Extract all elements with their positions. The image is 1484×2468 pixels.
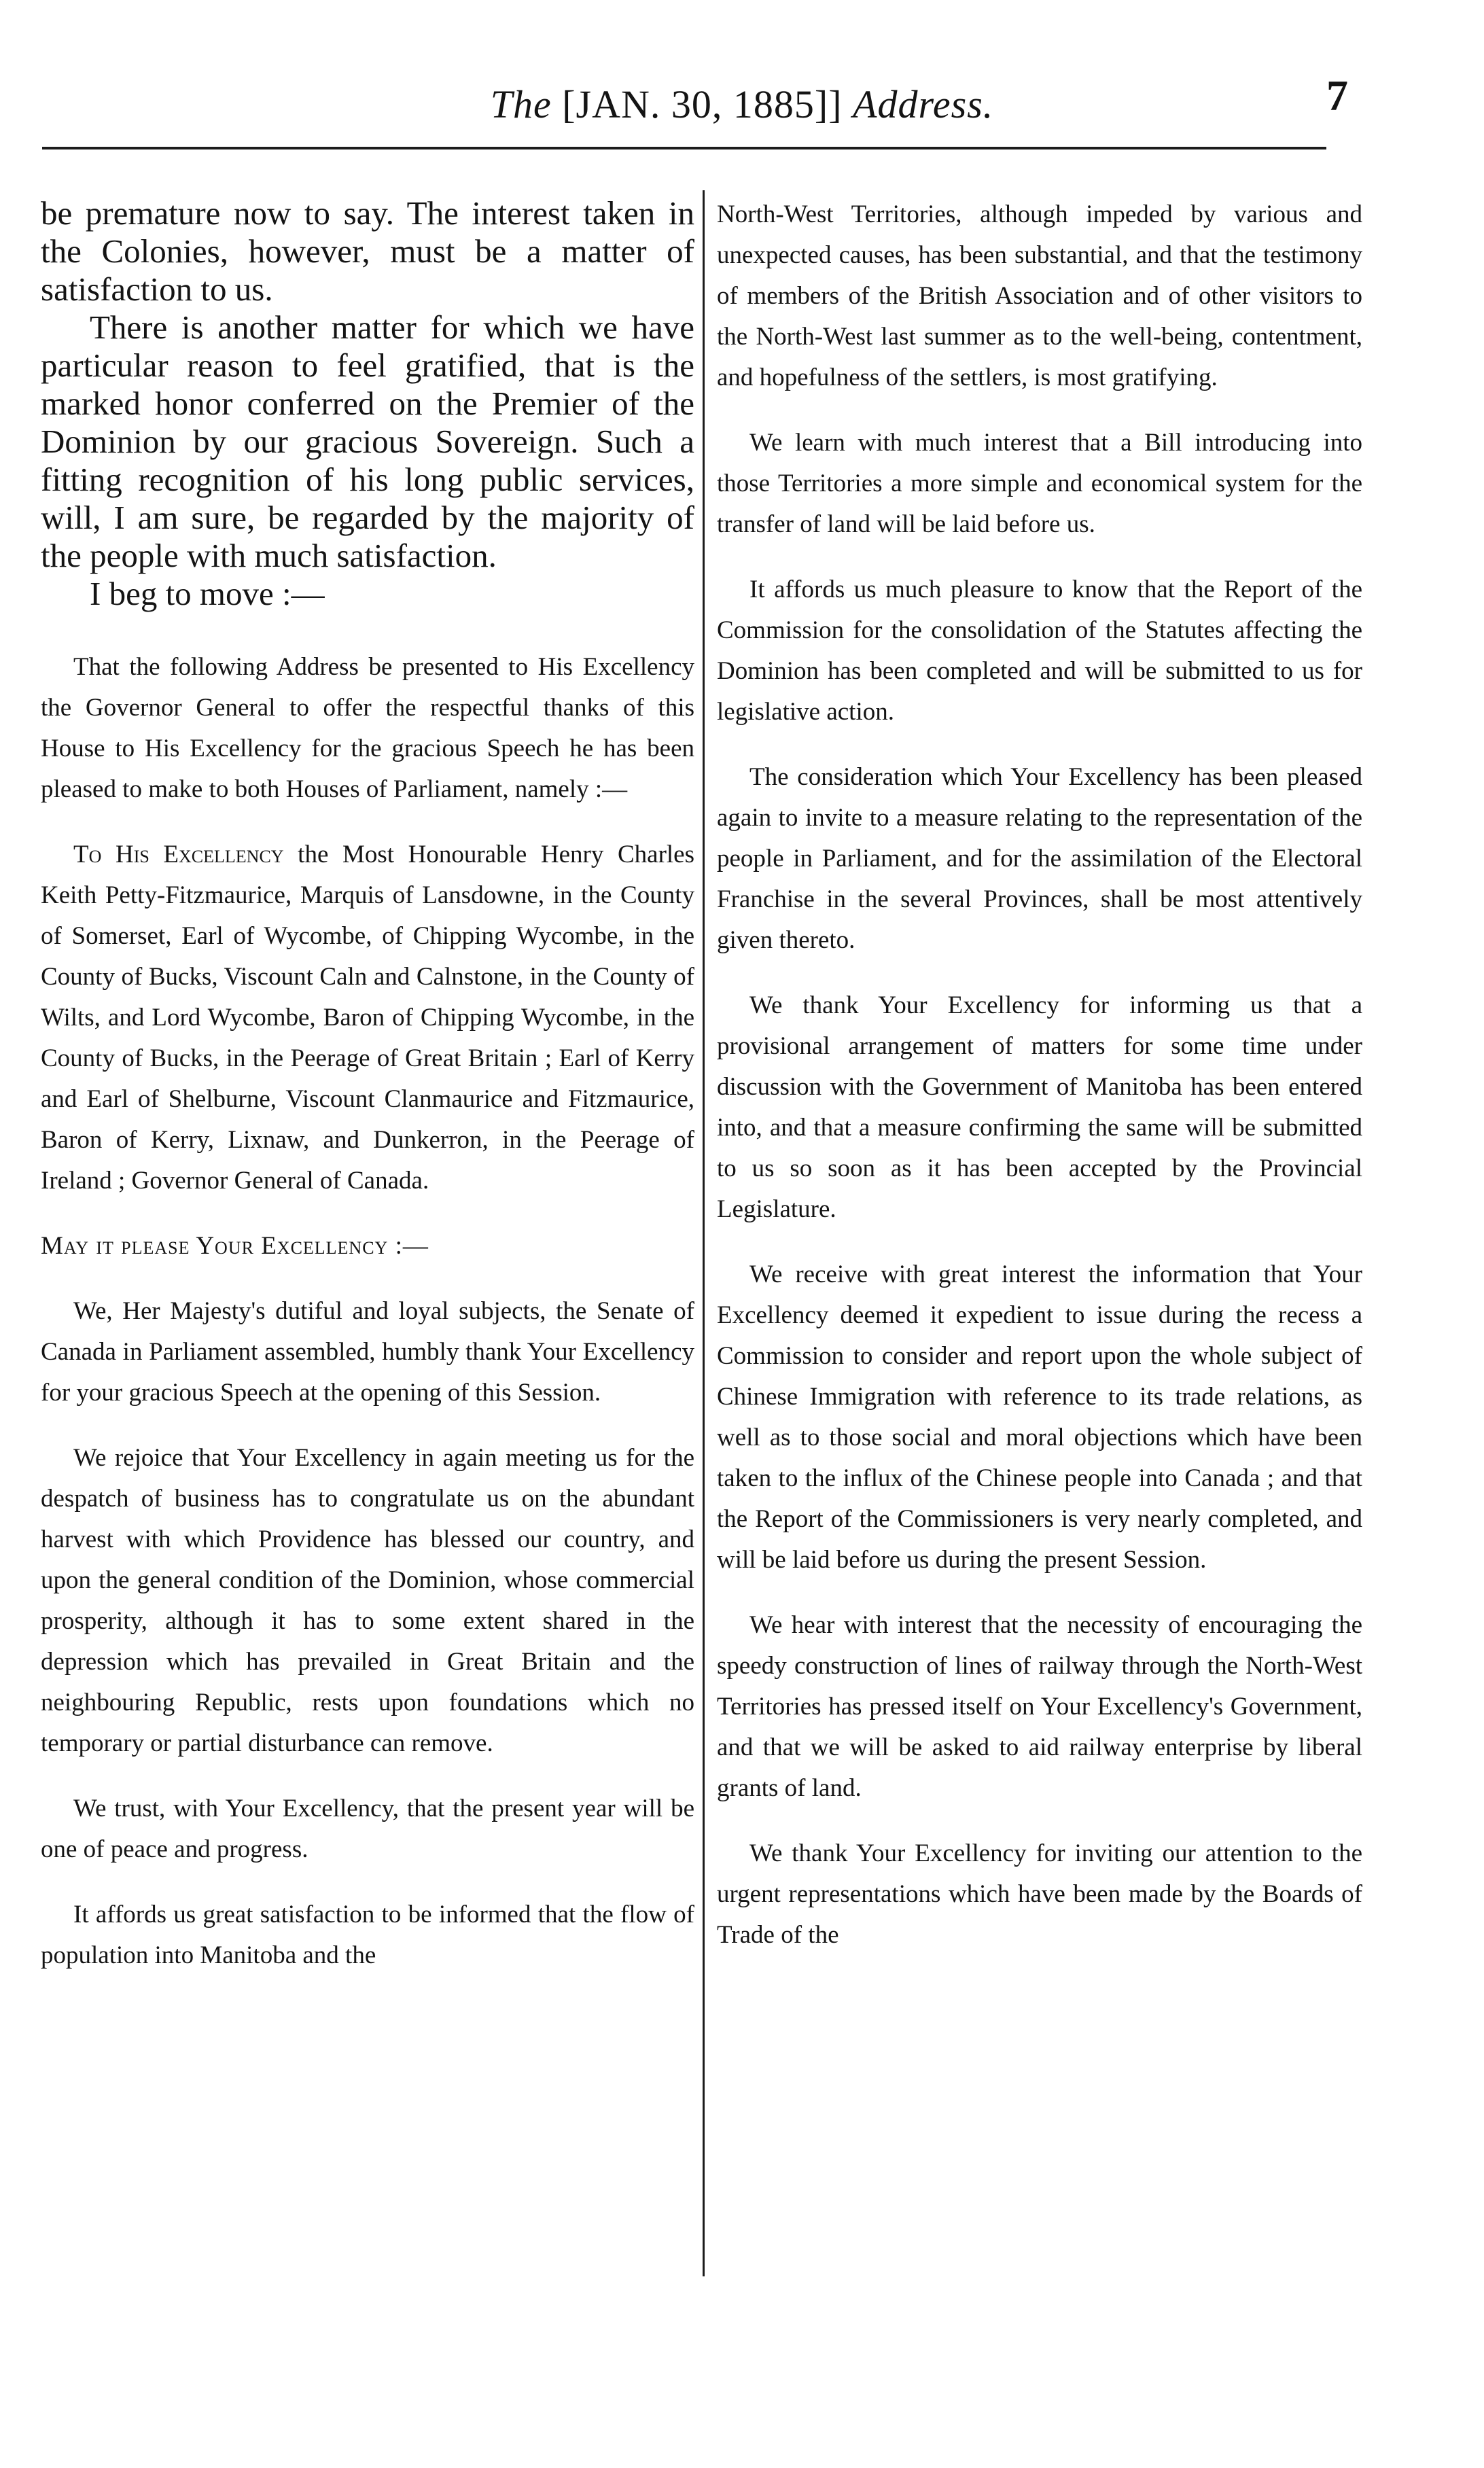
left-column xyxy=(41,194,694,1976)
running-head-address: Address. xyxy=(853,82,994,126)
page-number: 7 xyxy=(1326,71,1348,120)
address-to-text: the Most Honourable Henry Charles Keith Petty-Fitzmaurice, Marquis of Lansdowne, in the County of Somerset, Earl of Wycombe, of Chipping Wycombe, in the County of Bucks, Viscount Caln and Calnstone, in the County of Wilts, and Lord Wycombe, Baron of Chipping Wycombe, in the County of Bucks, in the Peerage of Great Britain ; Earl of Kerry and Earl of Shelburne, Viscount Clanmaurice and Fitzmaurice, Baron of Kerry, Lixnaw, and Dunkerron, in the Peerage of Ireland ; Governor General of Canada. xyxy=(41,841,694,1195)
running-head-date: [JAN. 30, 1885]] xyxy=(562,82,843,126)
address-paragraph-10: We receive with great interest the information that Your Excellency deemed it expedient to issue during the recess a Commission to consider and report upon the whole subject of Chinese Immigration with reference to its trade relations, as well as to those social and moral objections which have been taken to the influx of the Chinese people into Canada ; and that the Report of the Commissioners is very nearly completed, and will be laid before us during the present Session. xyxy=(717,1261,1362,1574)
to-his-excellency: To His Excellency xyxy=(73,841,284,868)
address-paragraph-6: We learn with much interest that a Bill introducing into those Territories a more simple and economical system for the transfer of land will be laid before us. xyxy=(717,429,1362,538)
address-paragraph-2: We rejoice that Your Excellency in again meeting us for the despatch of business has to congratulate us on the abundant harvest with which Providence has blessed our country, and upon the general condition of the Dominion, whose commercial prosperity, although it has to some extent shared in the depression which has prevailed in Great Britain and the neighbouring Republic, rests upon foundations which no temporary or partial disturbance can remove. xyxy=(41,1444,694,1757)
address-paragraph-4: It affords us great satisfaction to be informed that the flow of population into Manitoba and the xyxy=(41,1901,694,1969)
header-rule xyxy=(42,147,1326,149)
motion-paragraph: That the following Address be presented to His Excellency the Governor General to offer the respectful thanks of this House to His Excellency for the gracious Speech he has been pleased to make to both Houses of Parliament, namely :— xyxy=(41,653,694,803)
page-header xyxy=(0,65,1484,147)
right-column xyxy=(717,194,1362,1956)
speech-paragraph-1: be premature now to say. The interest taken in the Colonies, however, must be a matter of satisfaction to us. xyxy=(41,194,694,308)
address-to-paragraph xyxy=(41,834,694,1201)
running-head-the: The xyxy=(490,82,552,126)
address-paragraph-5: North-West Territories, although impeded by various and unexpected causes, has been substantial, and that the testimony of members of the British Association and of other visitors to the North-West last summer as to the well-being, contentment, and hopefulness of the settlers, is most gratifying. xyxy=(717,200,1362,391)
address-paragraph-3: We trust, with Your Excellency, that the present year will be one of peace and progress. xyxy=(41,1795,694,1863)
address-paragraph-1: We, Her Majesty's dutiful and loyal subjects, the Senate of Canada in Parliament assembled, humbly thank Your Excellency for your gracious Speech at the opening of this Session. xyxy=(41,1297,694,1407)
speech-paragraph-2: There is another matter for which we have particular reason to feel gratified, that is the marked honor conferred on the Premier of the Dominion by our gracious Sovereign. Such a fitting recognition of his long public services, will, I am sure, be regarded by the majority of the people with much satisfaction. xyxy=(41,308,694,574)
column-divider xyxy=(703,190,705,2276)
address-paragraph-7: It affords us much pleasure to know that the Report of the Commission for the consolidation of the Statutes affecting the Dominion has been completed and will be submitted to us for legislative action. xyxy=(717,576,1362,726)
address-paragraph-11: We hear with interest that the necessity of encouraging the speedy construction of lines of railway through the North-West Territories has pressed itself on Your Excellency's Government, and that we will be asked to aid railway enterprise by liberal grants of land. xyxy=(717,1611,1362,1802)
address-paragraph-9: We thank Your Excellency for informing us that a provisional arrangement of matters for some time under discussion with the Government of Manitoba has been entered into, and that a measure confirming the same will be submitted to us so soon as it has been accepted by the Provincial Legislature. xyxy=(717,991,1362,1223)
address-paragraph-12: We thank Your Excellency for inviting our attention to the urgent representations which have been made by the Boards of Trade of the xyxy=(717,1839,1362,1949)
running-head xyxy=(0,77,1484,132)
may-it-please-heading: May it please Your Excellency :— xyxy=(41,1232,429,1260)
speech-paragraph-3: I beg to move :— xyxy=(90,575,325,612)
address-paragraph-8: The consideration which Your Excellency has been pleased again to invite to a measure relating to the representation of the people in Parliament, and for the assimilation of the Electoral Franchise in the several Provinces, shall be most attentively given thereto. xyxy=(717,763,1362,954)
